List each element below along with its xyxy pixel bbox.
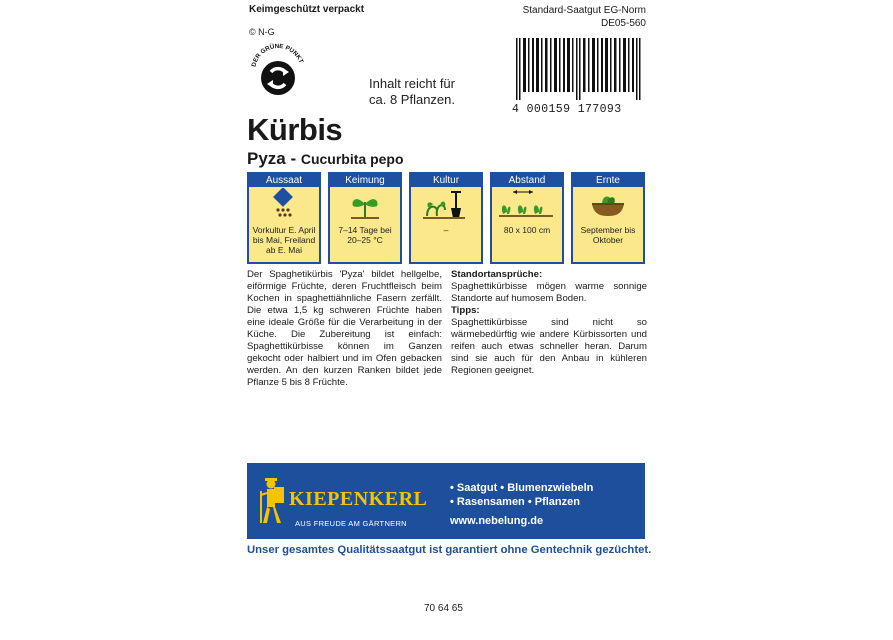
card-heading: Ernte — [573, 174, 643, 187]
brand-products-line1: • Saatgut • Blumenzwiebeln — [450, 482, 594, 494]
spacing-plants-icon — [492, 187, 562, 221]
seedling-icon — [330, 187, 400, 221]
card-heading: Abstand — [492, 174, 562, 187]
card-text: Vorkultur E. April bis Mai, Freiland ab E. Mai — [252, 225, 316, 255]
card-text: – — [443, 225, 449, 235]
variety-name: Pyza — [247, 149, 286, 168]
standard-code: DE05-560 — [600, 18, 646, 29]
card-heading: Kultur — [411, 174, 481, 187]
tips-heading: Tipps: — [451, 305, 480, 316]
packaging-note: Keimgeschützt verpackt — [249, 4, 365, 15]
product-subtitle — [247, 149, 404, 169]
gmo-free-guarantee: Unser gesamtes Qualitätssaatgut ist garantiert ohne Gentechnik gezüchtet. — [247, 544, 652, 556]
tips-text: Spaghettikürbisse sind nicht so wärmebedürftig wie andere Kürbissorten und reifen auch etwas schneller heran. Darum sind sie auch für den Anbau in kühleren Regionen geeignet. — [451, 317, 647, 376]
card-text: September bis Oktober — [580, 225, 636, 245]
card-keimung — [328, 172, 402, 264]
spade-plant-icon — [411, 187, 481, 221]
card-text: 80 x 100 cm — [503, 225, 551, 235]
card-ernte — [571, 172, 645, 264]
content-note-line1: Inhalt reicht für — [369, 76, 455, 91]
kiepenkerl-figure-icon — [257, 477, 287, 525]
copyright-note: © N-G — [249, 27, 275, 37]
barcode-digits: 4 000159 177093 — [512, 103, 622, 116]
growing-info — [451, 269, 647, 377]
harvest-bowl-icon — [573, 187, 643, 221]
brand-name: KIEPENKERL — [289, 488, 428, 510]
standard-label: Standard-Saatgut EG-Norm — [522, 5, 646, 16]
gruene-punkt-label: DER GRÜNE PUNKT — [250, 42, 305, 68]
subtitle-separator: - — [285, 149, 301, 168]
location-text: Spaghettikürbisse mögen warme sonnige Standorte auf humosem Boden. — [451, 281, 647, 304]
card-heading: Keimung — [330, 174, 400, 187]
gruene-punkt-logo — [247, 40, 309, 102]
location-heading: Standortansprüche: — [451, 269, 543, 280]
card-kultur — [409, 172, 483, 264]
standard-info — [523, 4, 646, 30]
brand-banner — [247, 463, 645, 539]
brand-products — [450, 481, 593, 509]
card-abstand — [490, 172, 564, 264]
seed-bag-icon — [249, 187, 319, 221]
card-heading: Aussaat — [249, 174, 319, 187]
brand-website[interactable]: www.nebelung.de — [450, 515, 544, 527]
content-note-line2: ca. 8 Pflanzen. — [369, 92, 455, 107]
card-aussaat — [247, 172, 321, 264]
barcode — [512, 38, 644, 114]
product-description: Der Spaghetikürbis 'Pyza' bildet hellgelbe, eiförmige Früchte, deren Fruchtfleisch beim Kochen in spaghettiähnliche Fasern zerfällt. Die etwa 1,5 kg schweren Früchte haben eine ideale Größe für die Verarbeitung in der Küche. Die Zubereitung ist einfach: Spaghettikürbisse können im Ganzen gekocht oder halbiert und im Ofen gebacken werden. An den kurzen Ranken bildet jede Pflanze 5 bis 8 Früchte. — [247, 269, 442, 388]
content-note — [369, 76, 455, 108]
article-number: 70 64 65 — [424, 603, 463, 614]
product-title: Kürbis — [247, 112, 343, 147]
card-text: 7–14 Tage bei 20–25 °C — [338, 225, 392, 245]
latin-name: Cucurbita pepo — [300, 151, 404, 167]
kiepenkerl-logo — [257, 471, 435, 531]
brand-slogan: AUS FREUDE AM GÄRTNERN — [295, 519, 407, 528]
brand-products-line2: • Rasensamen • Pflanzen — [450, 496, 580, 508]
barcode-bars — [512, 38, 644, 100]
